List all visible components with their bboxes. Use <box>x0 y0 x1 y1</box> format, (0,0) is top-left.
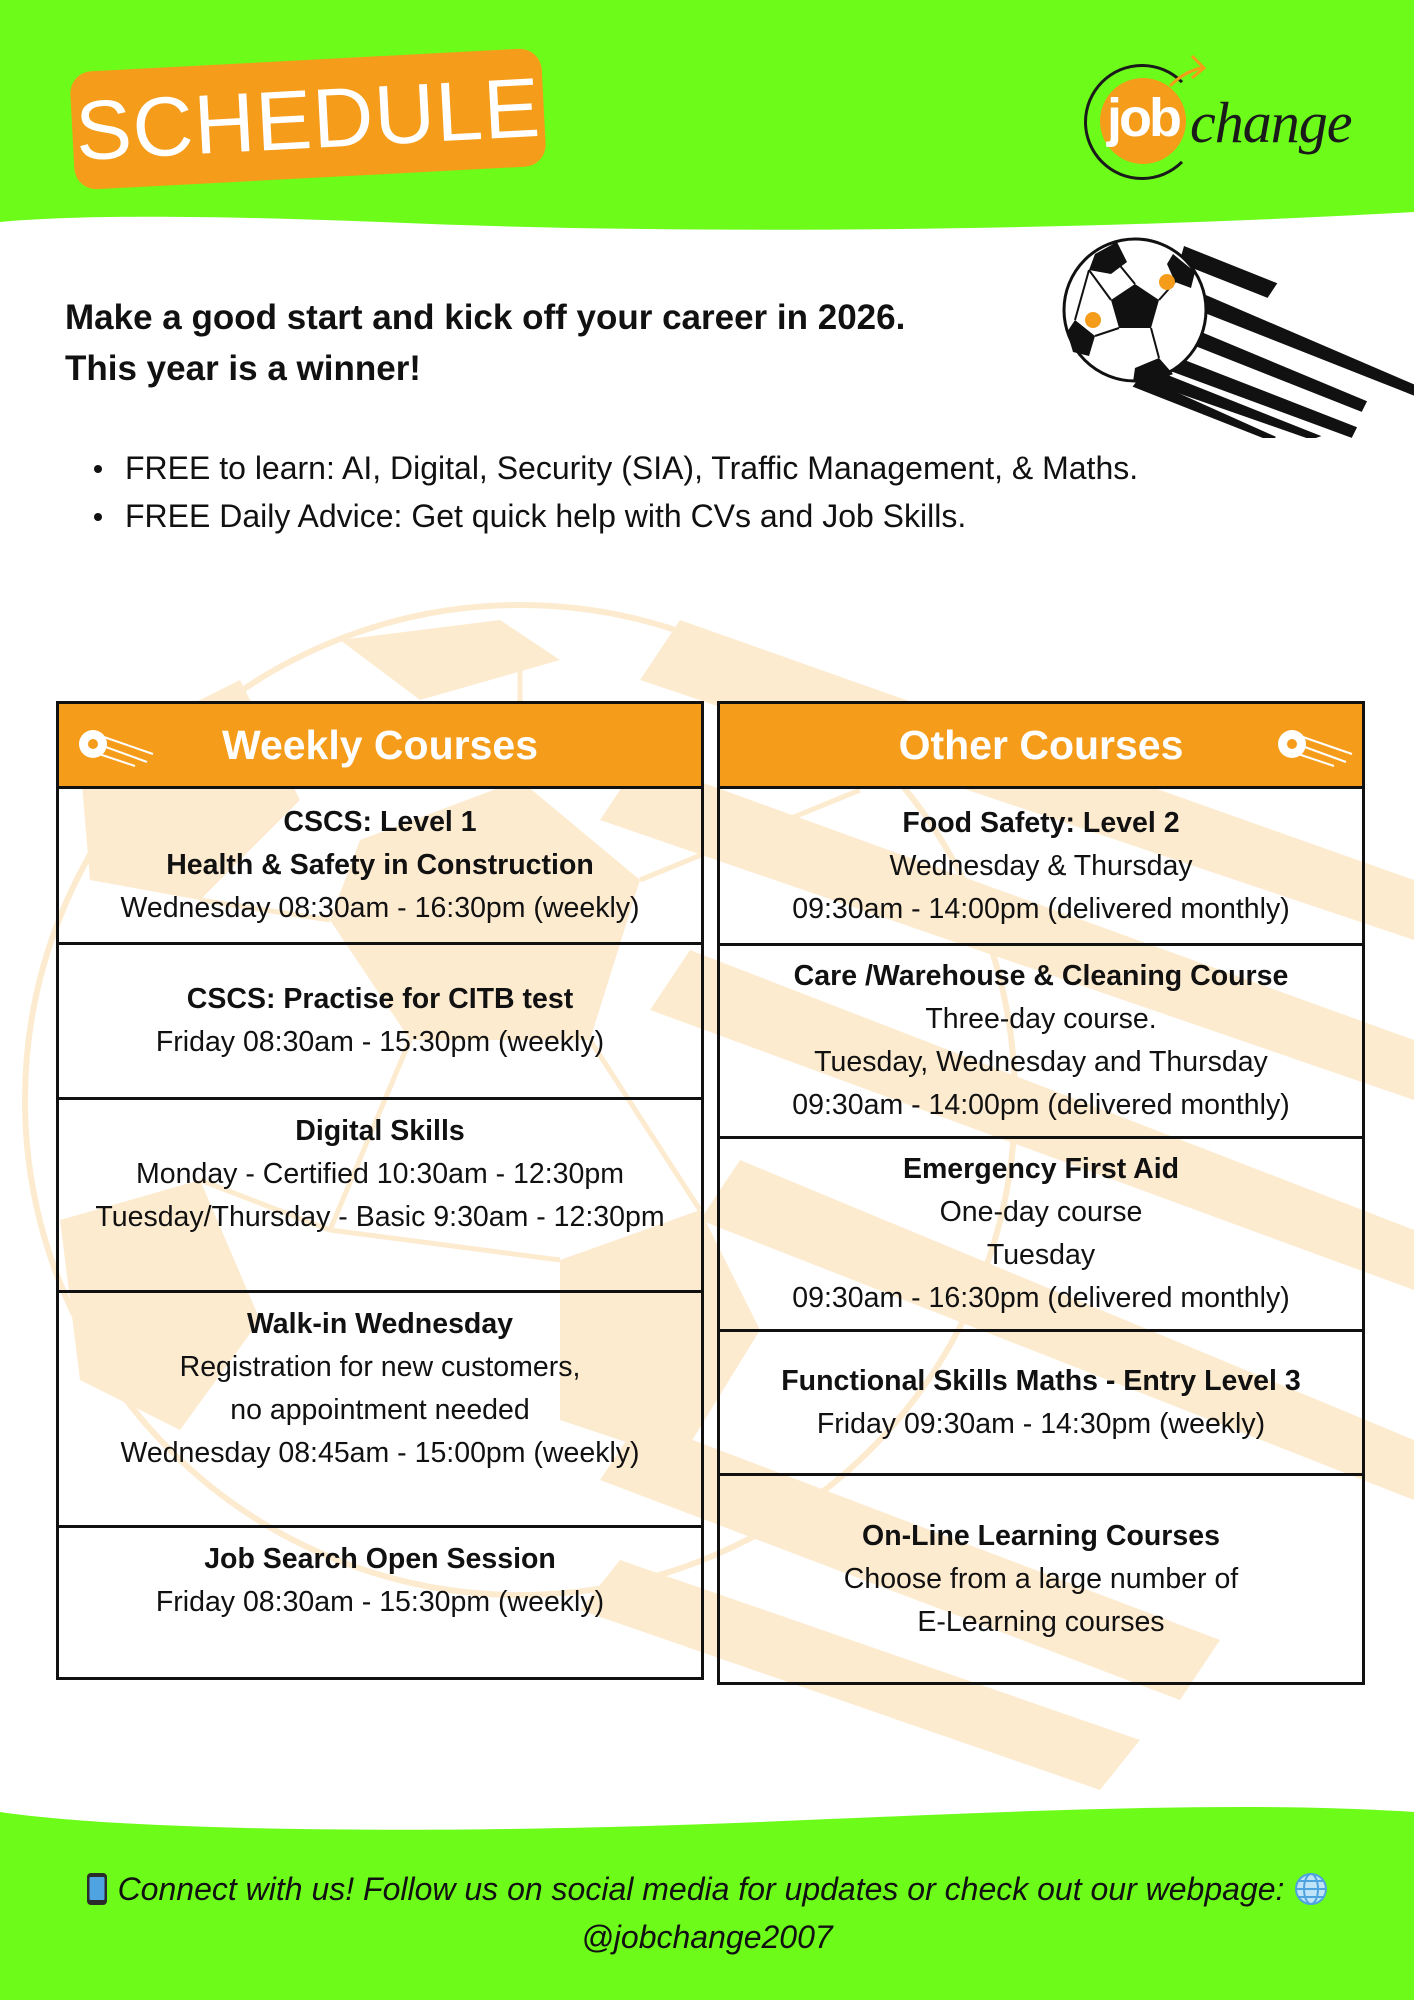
course-row <box>720 946 1362 1139</box>
course-row <box>720 1139 1362 1332</box>
course-detail: 09:30am - 14:00pm (delivered monthly) <box>792 1089 1290 1121</box>
social-handle-link[interactable]: @jobchange2007 <box>581 1919 833 1955</box>
course-detail: Wednesday & Thursday <box>889 849 1193 882</box>
course-row <box>59 1293 701 1528</box>
other-courses-header <box>720 704 1362 789</box>
free-offers-list <box>90 444 1350 540</box>
weekly-courses-heading: Weekly Courses <box>221 721 538 768</box>
footer-message: Connect with us! Follow us on social media for updates or check out our webpage: <box>117 1871 1285 1907</box>
footer-line-1 <box>0 1865 1414 1913</box>
course-row <box>720 1476 1362 1682</box>
logo-orange-circle <box>1100 78 1186 164</box>
other-courses-heading: Other Courses <box>898 721 1184 768</box>
course-detail: E-Learning courses <box>917 1605 1165 1638</box>
list-item: FREE Daily Advice: Get quick help with CVs and Job Skills. <box>90 492 1350 540</box>
course-detail: Wednesday 08:30am - 16:30pm (weekly) <box>120 892 640 924</box>
course-title: CSCS: Level 1 <box>283 806 477 838</box>
course-title: Walk-in Wednesday <box>246 1308 514 1340</box>
intro-line-2: This year is a winner! <box>65 349 421 388</box>
weekly-courses-header <box>59 704 701 789</box>
course-row <box>720 1332 1362 1476</box>
course-title: Digital Skills <box>295 1115 465 1147</box>
intro-text <box>65 292 1045 394</box>
course-detail: 09:30am - 14:00pm (delivered monthly) <box>792 892 1290 925</box>
course-title: CSCS: Practise for CITB test <box>186 983 574 1015</box>
globe-icon <box>1294 1872 1328 1906</box>
course-title: On-Line Learning Courses <box>862 1519 1220 1552</box>
other-courses-table <box>717 701 1365 1685</box>
course-row <box>59 1528 701 1677</box>
course-detail: no appointment needed <box>230 1394 530 1426</box>
course-detail: Three-day course. <box>925 1003 1157 1035</box>
logo-word-job: job <box>1107 88 1179 148</box>
course-row <box>59 789 701 945</box>
jobchange-logo <box>1078 52 1352 188</box>
intro-line-1: Make a good start and kick off your career in 2026. <box>65 298 906 337</box>
page-title: SCHEDULE <box>73 59 543 178</box>
course-detail: Friday 09:30am - 14:30pm (weekly) <box>816 1407 1266 1440</box>
course-title: Functional Skills Maths - Entry Level 3 <box>781 1364 1301 1397</box>
course-subtitle: Health & Safety in Construction <box>166 849 594 881</box>
course-row <box>59 1100 701 1293</box>
course-detail: Tuesday <box>986 1239 1096 1271</box>
course-title: Food Safety: Level 2 <box>902 806 1180 839</box>
course-detail: One-day course <box>939 1196 1143 1228</box>
course-detail: Choose from a large number of <box>843 1562 1239 1595</box>
course-detail: Wednesday 08:45am - 15:00pm (weekly) <box>120 1437 640 1469</box>
course-detail: Friday 08:30am - 15:30pm (weekly) <box>155 1026 605 1058</box>
course-title: Emergency First Aid <box>902 1153 1180 1185</box>
course-row <box>59 945 701 1100</box>
list-item: FREE to learn: AI, Digital, Security (SIA), Traffic Management, & Maths. <box>90 444 1350 492</box>
logo-arrow-icon <box>1166 52 1210 92</box>
football-icon <box>1274 724 1354 768</box>
phone-icon <box>86 1872 108 1906</box>
football-icon <box>1055 228 1414 438</box>
course-detail: Tuesday/Thursday - Basic 9:30am - 12:30pm <box>95 1201 665 1233</box>
weekly-courses-table <box>56 701 704 1680</box>
course-detail: Monday - Certified 10:30am - 12:30pm <box>136 1158 624 1190</box>
footer <box>0 1865 1414 1961</box>
football-icon <box>75 724 155 768</box>
course-detail: Tuesday, Wednesday and Thursday <box>814 1046 1268 1078</box>
course-title: Care /Warehouse & Cleaning Course <box>793 960 1289 992</box>
course-title: Job Search Open Session <box>204 1543 556 1575</box>
course-detail: 09:30am - 16:30pm (delivered monthly) <box>792 1282 1290 1314</box>
course-detail: Friday 08:30am - 15:30pm (weekly) <box>155 1586 605 1618</box>
course-row <box>720 789 1362 946</box>
schedule-title-badge <box>69 48 547 191</box>
course-detail: Registration for new customers, <box>179 1351 581 1383</box>
logo-word-change: change <box>1190 90 1352 155</box>
